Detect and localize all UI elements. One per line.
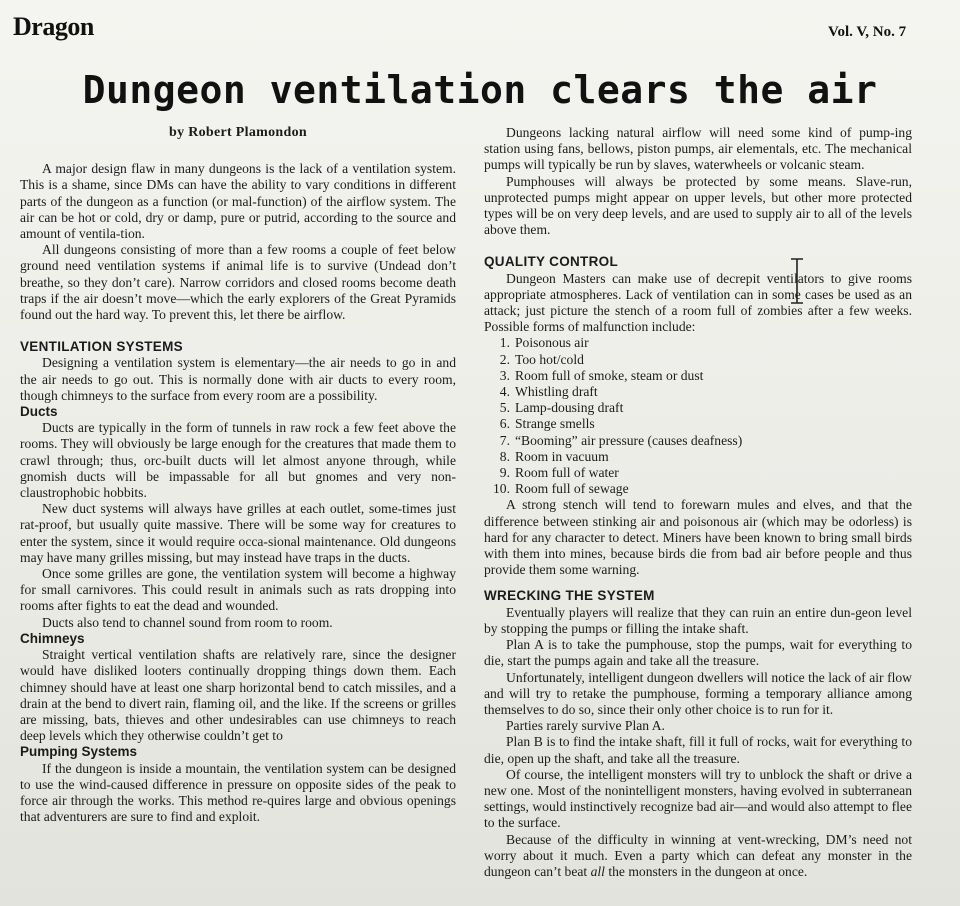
malfunction-number: 9.	[499, 465, 510, 481]
pump-paragraph-2: Pumphouses will always be protected by some means. Slave-run, unprotected pumps might appear on upper levels, but other more protected types will be on very deep levels, and are used to supply air to all of the levels above them.	[484, 173, 912, 238]
malfunction-number: 5.	[499, 400, 510, 416]
malfunction-item	[484, 384, 912, 400]
malfunction-item	[484, 416, 912, 432]
left-column	[20, 125, 456, 825]
malfunction-item	[484, 368, 912, 384]
spacer	[484, 238, 912, 254]
malfunction-number: 7.	[499, 432, 510, 448]
malfunction-item	[484, 433, 912, 449]
malfunction-text: Strange smells	[515, 416, 595, 432]
chimneys-paragraph: Straight vertical ventilation shafts are relatively rare, since the designer would have disliked looters continually dropping things down them. Each chimney should have at least one sharp horizontal bend to catch missiles, and a drain at the bend to divert rain, flaming oil, and the like. If the screens or grilles are missing, bats, thieves and other undesirables can use chimneys to reach deep levels which they otherwise couldn’t get to	[20, 647, 456, 744]
malfunction-item	[484, 352, 912, 368]
heading-ventilation-systems: VENTILATION SYSTEMS	[20, 339, 183, 355]
pump-paragraph-1: Dungeons lacking natural airflow will need some kind of pump-ing station using fans, bellows, piston pumps, air elementals, etc. The mechanical pumps will typically be run by slaves, waterwheels or volcanic steam.	[484, 125, 912, 173]
ducts-paragraph-4: Ducts also tend to channel sound from room to room.	[42, 614, 333, 630]
malfunction-number: 1.	[499, 335, 510, 351]
malfunction-item	[484, 335, 912, 351]
malfunction-number: 4.	[499, 384, 510, 400]
article-title: Dungeon ventilation clears the air	[82, 68, 878, 112]
malfunction-item	[484, 465, 912, 481]
wrecking-paragraph-1: Eventually players will realize that they can ruin an entire dun-geon level by stopping the pumps or filling the intake shaft.	[484, 604, 912, 636]
wrecking-paragraph-6: Of course, the intelligent monsters will try to unblock the shaft or drive a new one. Most of the nonintelligent monsters, having evolved in subterranean settings, would instinctively recognize bad air—and would also attempt to flee to the surface.	[484, 766, 912, 831]
malfunction-text: Whistling draft	[515, 384, 598, 400]
malfunction-text: Too hot/cold	[515, 351, 584, 367]
malfunction-text: Room full of smoke, steam or dust	[515, 367, 704, 383]
malfunction-item	[484, 481, 912, 497]
ducts-paragraph-1: Ducts are typically in the form of tunnels in raw rock a few feet above the rooms. They will obviously be large enough for the creatures that made them to crawl through; thus, orc-built ducts will let almost anyone through, while gnomish ducts will be impassable for all but gnomes and very non-claustrophobic hobbits.	[20, 420, 456, 501]
ducts-paragraph-2: New duct systems will always have grilles at each outlet, some-times just rat-proof, but usually quite massive. There will be some way for creatures to enter the system, since it would require occa-sional maintenance. Old dungeons may have many grilles missing, but may instead have traps in the ducts.	[20, 501, 456, 565]
byline: by Robert Plamondon	[169, 125, 307, 140]
text-run: the monsters in the dungeon at once.	[604, 863, 808, 879]
malfunction-list	[484, 335, 912, 497]
wrecking-paragraph-3: Unfortunately, intelligent dungeon dwellers will notice the lack of air flow and will try to retake the pumphouse, forming a temporary alliance among themselves to do so, since their only other choice is to run for it.	[484, 669, 912, 717]
malfunction-text: Poisonous air	[515, 335, 589, 351]
wrecking-paragraph-5: Plan B is to find the intake shaft, fill it full of rocks, wait for everything to die, open up the shaft, and take all the treasure.	[484, 734, 912, 766]
spacer	[484, 578, 912, 588]
ventilation-paragraph: Designing a ventilation system is elementary—the air needs to go in and the air needs to go out. This is normally done with air ducts to every room, though chimneys to the surface from every room are a possibility.	[20, 355, 456, 403]
issue-number: Vol. V, No. 7	[828, 24, 907, 40]
spacer	[20, 323, 456, 339]
malfunction-text: “Booming” air pressure (causes deafness)	[515, 432, 743, 448]
text-run: Because of the difficulty in winning at vent-wrecking, DM’s need not worry about it much. Even a party which can defeat any monster in the dungeon can’t beat	[484, 831, 912, 879]
magazine-name: Dragon	[13, 12, 94, 41]
ducts-paragraph-3: Once some grilles are gone, the ventilation system will become a highway for small carnivores. This could result in animals such as rats dropping into rooms after fights to eat the dead and wounded.	[20, 566, 456, 614]
intro-paragraph-1: A major design flaw in many dungeons is the lack of a ventilation system. This is a shame, since DMs can have the ability to vary conditions in different parts of the dungeon as a function (or mal-function) of the airflow system. The air can be hot or cold, dry or damp, pure or putrid, according to the source and amount of ventila-tion.	[20, 161, 456, 242]
wrecking-paragraph-4: Parties rarely survive Plan A.	[506, 718, 665, 734]
malfunction-text: Room in vacuum	[515, 448, 609, 464]
heading-ducts: Ducts	[20, 404, 58, 420]
heading-pumping-systems: Pumping Systems	[20, 744, 138, 760]
intro-paragraph-2: All dungeons consisting of more than a few rooms a couple of feet below ground need ventilation systems if animal life is to survive (Undead don’t breathe, so they don’t care). Narrow corridors and closed rooms become death traps if the air doesn’t move—which the early explorers of the Great Pyramids found out the hard way. To prevent this, let there be airflow.	[20, 242, 456, 323]
malfunction-text: Room full of sewage	[515, 481, 629, 497]
malfunction-number: 10.	[493, 481, 510, 497]
heading-wrecking-the-system: WRECKING THE SYSTEM	[484, 588, 655, 604]
malfunction-item	[484, 449, 912, 465]
quality-paragraph-2: A strong stench will tend to forewarn mules and elves, and that the difference between stinking air and poisonous air (which may be odorless) is hard for any character to detect. Miners have been known to bring small birds with them into mines, because birds die from bad air before people and thus provide them some warning.	[484, 497, 912, 578]
pumping-paragraph: If the dungeon is inside a mountain, the ventilation system can be designed to use the wind-caused difference in pressure on opposite sides of the peak to force air through the works. This method re-quires large and obvious openings that adventurers are sure to find and exploit.	[20, 760, 456, 825]
quality-paragraph-1: Dungeon Masters can make use of decrepit ventilators to give rooms appropriate atmospheres. Lack of ventilation can in some cases be used as an attack; just picture the stench of a room full of zombies after a few weeks. Possible forms of malfunction include:	[484, 270, 912, 335]
right-column	[484, 125, 912, 880]
malfunction-number: 3.	[499, 367, 510, 383]
emphasis-all: all	[590, 863, 605, 879]
malfunction-number: 2.	[499, 351, 510, 367]
malfunction-text: Lamp-dousing draft	[515, 400, 624, 416]
malfunction-number: 6.	[499, 416, 510, 432]
malfunction-item	[484, 400, 912, 416]
wrecking-paragraph-7	[484, 832, 912, 881]
heading-quality-control: QUALITY CONTROL	[484, 254, 618, 270]
heading-chimneys: Chimneys	[20, 630, 85, 646]
wrecking-paragraph-2: Plan A is to take the pumphouse, stop the pumps, wait for everything to die, start the pumps again and take all the treasure.	[484, 637, 912, 669]
text-cursor-icon	[790, 258, 804, 304]
malfunction-text: Room full of water	[515, 465, 619, 481]
malfunction-number: 8.	[499, 448, 510, 464]
